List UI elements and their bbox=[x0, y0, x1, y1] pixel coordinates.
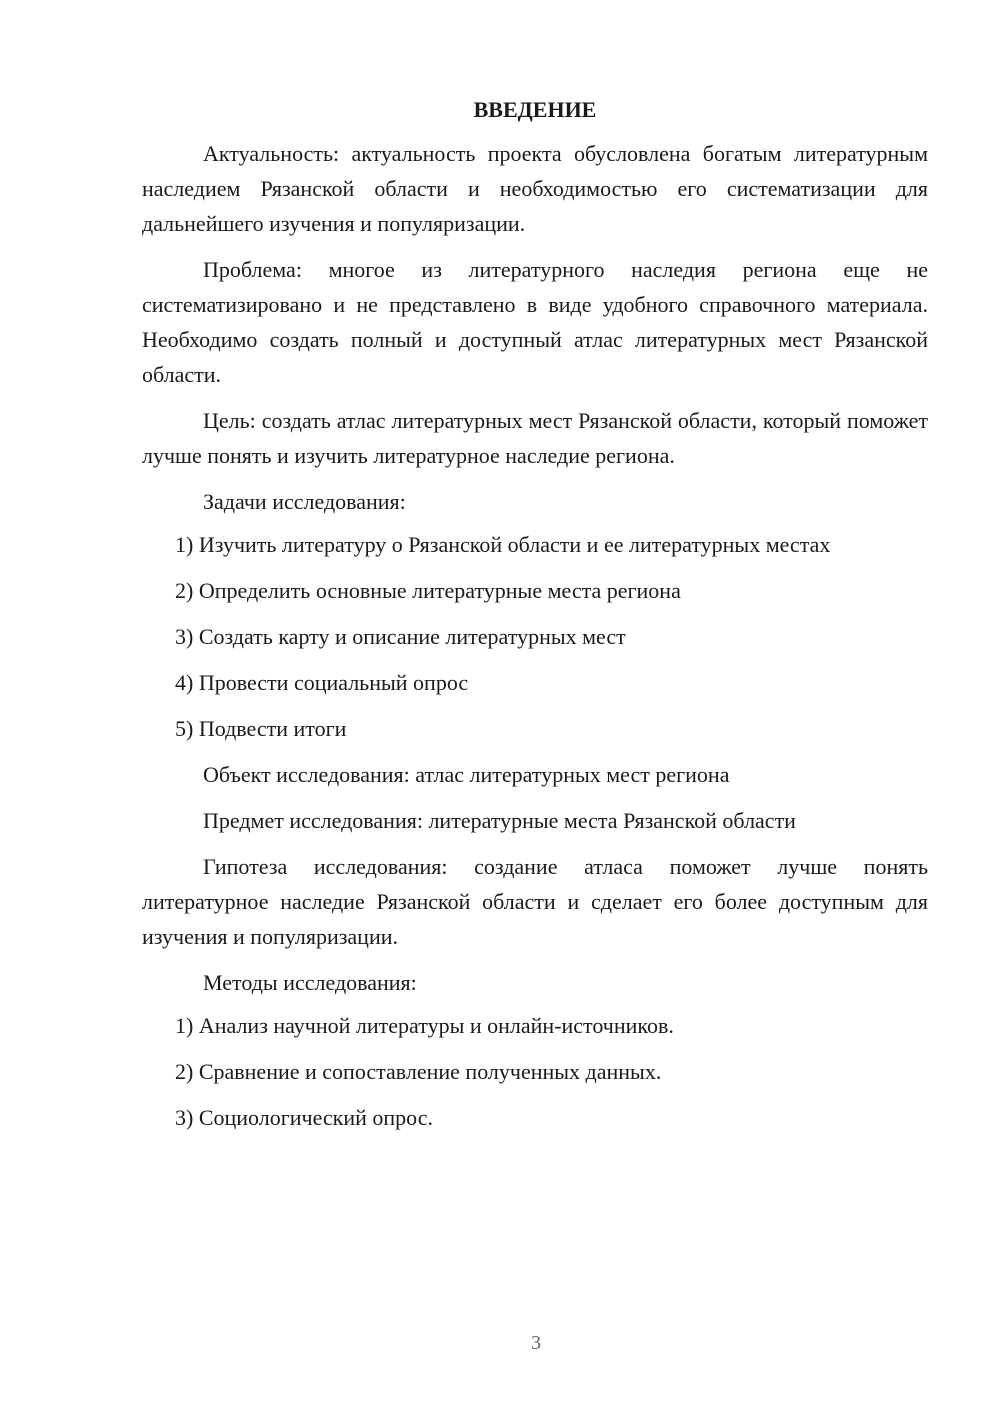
list-item: 3) Создать карту и описание литературных мест bbox=[175, 624, 626, 649]
page-number: 3 bbox=[531, 1332, 541, 1354]
list-item: 4) Провести социальный опрос bbox=[175, 670, 469, 695]
relevance-paragraph: Актуальность: актуальность проекта обусловлена богатым литературным наследием Рязанской области и необходимостью его систематизации для дальнейшего изучения и популяризации. bbox=[142, 141, 928, 236]
tasks-list bbox=[142, 527, 928, 746]
tasks-heading: Задачи исследования: bbox=[203, 489, 406, 514]
list-item: 1) Изучить литературу о Рязанской области и ее литературных местах bbox=[175, 532, 831, 557]
object-paragraph: Объект исследования: атлас литературных мест региона bbox=[203, 762, 730, 787]
methods-list bbox=[142, 1008, 928, 1135]
problem-paragraph: Проблема: многое из литературного наследия региона еще не систематизировано и не представлено в виде удобного справочного материала. Необходимо создать полный и доступный атлас литературных мест Рязанской области. bbox=[142, 257, 928, 387]
list-item: 3) Социологический опрос. bbox=[175, 1105, 433, 1130]
page-title: ВВЕДЕНИЕ bbox=[473, 97, 597, 122]
goal-paragraph: Цель: создать атлас литературных мест Рязанской области, который поможет лучше понять и изучить литературное наследие региона. bbox=[142, 408, 928, 468]
list-item: 2) Сравнение и сопоставление полученных данных. bbox=[175, 1059, 662, 1084]
list-item: 1) Анализ научной литературы и онлайн-источников. bbox=[175, 1013, 674, 1038]
list-item: 5) Подвести итоги bbox=[175, 716, 347, 741]
subject-paragraph: Предмет исследования: литературные места Рязанской области bbox=[203, 808, 796, 833]
document-page bbox=[142, 92, 928, 1146]
hypothesis-paragraph: Гипотеза исследования: создание атласа поможет лучше понять литературное наследие Рязанской области и сделает его более доступным для изучения и популяризации. bbox=[142, 854, 928, 949]
methods-heading: Методы исследования: bbox=[203, 970, 417, 995]
list-item: 2) Определить основные литературные места региона bbox=[175, 578, 681, 603]
